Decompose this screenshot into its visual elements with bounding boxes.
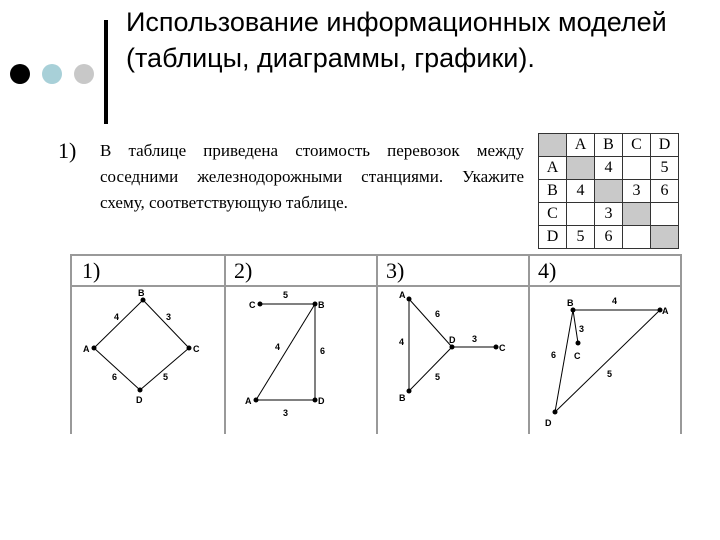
node-label: B: [318, 300, 325, 310]
edge-label: 5: [435, 372, 441, 382]
slide-title: Использование информационных моделей (таблицы, диаграммы, графики).: [126, 7, 667, 73]
edge-label: 4: [275, 342, 281, 352]
edge-label: 3: [283, 408, 289, 418]
node-B: [571, 308, 576, 313]
table-cell: [623, 203, 651, 226]
node-label: D: [545, 418, 552, 428]
node-label: A: [83, 344, 90, 354]
node-label: A: [245, 396, 252, 406]
node-label: D: [449, 335, 456, 345]
table-row: [539, 203, 679, 226]
edge-label: 6: [320, 346, 326, 356]
table-cell: 6: [651, 180, 679, 203]
table-cell: 6: [595, 226, 623, 249]
task-number: 1): [58, 138, 77, 163]
table-header: D: [651, 134, 679, 157]
table-cell: 5: [567, 226, 595, 249]
graph-option-3: [377, 254, 529, 434]
edge-label: 6: [551, 350, 557, 360]
node-C: [494, 345, 499, 350]
table-cell: 4: [595, 157, 623, 180]
table-cell: [651, 226, 679, 249]
graph-option-1: [70, 254, 225, 434]
node-A: [407, 297, 412, 302]
table-row: [539, 226, 679, 249]
node-D: [313, 398, 318, 403]
table-cell: B: [539, 180, 567, 203]
table-header-row: [539, 134, 679, 157]
table-header: C: [623, 134, 651, 157]
options-grid: [70, 254, 682, 434]
node-label: C: [499, 343, 506, 353]
table-row: [539, 180, 679, 203]
edge-BC: [573, 310, 578, 343]
table-header: A: [567, 134, 595, 157]
option-label-1: 1): [82, 258, 101, 283]
title-divider: [104, 20, 108, 124]
edge-label: 6: [112, 372, 118, 382]
table-corner: [539, 134, 567, 157]
graph-option-2: [225, 254, 377, 434]
node-B: [407, 389, 412, 394]
node-label: B: [138, 288, 145, 298]
edge-BD: [409, 347, 452, 391]
graph-option-4: [529, 254, 681, 434]
table-cell: D: [539, 226, 567, 249]
node-D: [138, 388, 143, 393]
edge-label: 5: [163, 372, 169, 382]
node-B: [141, 298, 146, 303]
bullet-black: [10, 64, 30, 84]
node-label: C: [574, 351, 581, 361]
edge-label: 3: [166, 312, 172, 322]
node-A: [254, 398, 259, 403]
edge-label: 3: [472, 334, 478, 344]
cost-table: [538, 133, 679, 249]
node-label: C: [193, 344, 200, 354]
table-cell: [623, 226, 651, 249]
table-cell: 4: [567, 180, 595, 203]
edge-label: 5: [283, 290, 289, 300]
table-cell: C: [539, 203, 567, 226]
table-cell: 5: [651, 157, 679, 180]
table-header: B: [595, 134, 623, 157]
node-A: [92, 346, 97, 351]
edge-label: 4: [114, 312, 120, 322]
edge-DC: [140, 348, 189, 390]
edge-label: 5: [607, 369, 613, 379]
edge-label: 4: [612, 296, 618, 306]
table-cell: 3: [595, 203, 623, 226]
option-label-3: 3): [386, 258, 405, 283]
edge-label: 6: [435, 309, 441, 319]
option-label-4: 4): [538, 258, 557, 283]
option-label-2: 2): [234, 258, 253, 283]
node-C: [258, 302, 263, 307]
table-cell: [595, 180, 623, 203]
node-label: A: [662, 306, 669, 316]
table-cell: A: [539, 157, 567, 180]
edge-AD: [409, 299, 452, 347]
table-cell: [623, 157, 651, 180]
table-cell: [567, 203, 595, 226]
table-cell: 3: [623, 180, 651, 203]
node-label: C: [249, 300, 256, 310]
node-B: [313, 302, 318, 307]
table-cell: [651, 203, 679, 226]
node-D: [450, 345, 455, 350]
node-D: [553, 410, 558, 415]
node-C: [187, 346, 192, 351]
bullet-gray: [74, 64, 94, 84]
edge-label: 4: [399, 337, 405, 347]
edge-AB: [94, 300, 143, 348]
table-cell: [567, 157, 595, 180]
node-label: D: [318, 396, 325, 406]
node-C: [576, 341, 581, 346]
table-row: [539, 157, 679, 180]
node-label: A: [399, 290, 406, 300]
node-label: B: [399, 393, 406, 403]
node-label: B: [567, 298, 574, 308]
task-text: В таблице приведена стоимость перевозок между соседними железнодорожными станциями. Укажите схему, соответствующую таблице.: [100, 141, 524, 212]
edge-label: 3: [579, 324, 585, 334]
edge-AB: [256, 304, 315, 400]
edge-AD: [94, 348, 140, 390]
edge-BC: [143, 300, 189, 348]
node-label: D: [136, 395, 143, 405]
bullet-teal: [42, 64, 62, 84]
